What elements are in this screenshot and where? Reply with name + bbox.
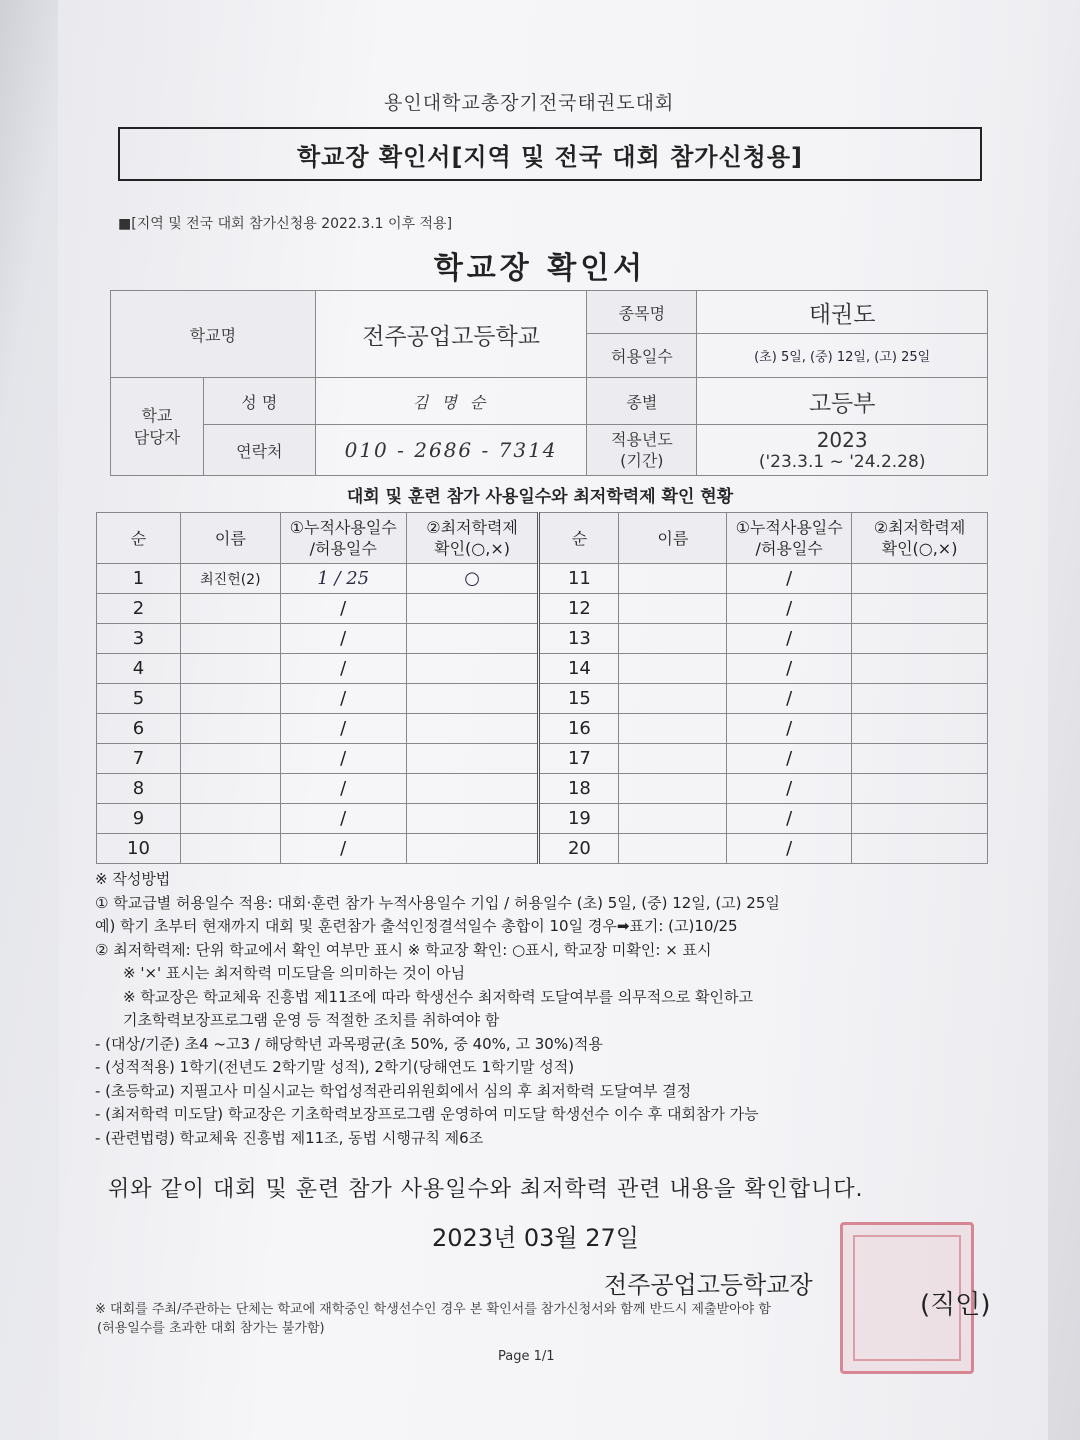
- student-name: [180, 804, 280, 834]
- main-title: 학교장 확인서: [433, 251, 647, 286]
- student-name: [180, 834, 280, 864]
- page-number: Page 1/1: [498, 1349, 555, 1364]
- footnote-line: ※ 대회를 주최/주관하는 단체는 학교에 재학중인 학생선수인 경우 본 확인서를 참가신청서와 함께 반드시 제출받아야 함: [95, 1302, 771, 1317]
- header-check-2: ②최저학력제 확인(○,×): [852, 513, 988, 564]
- header-check: ②최저학력제 확인(○,×): [406, 513, 539, 564]
- used-days: /: [280, 834, 406, 864]
- used-days: /: [280, 774, 406, 804]
- instruction-line: ※ '×' 표시는 최저학력 미도달을 의미하는 것이 아님: [123, 964, 466, 982]
- division-label: 종별: [587, 378, 697, 425]
- row-number: 13: [539, 624, 619, 654]
- seal-label: (직인): [920, 1290, 991, 1320]
- used-days: /: [280, 624, 406, 654]
- min-academic-check: [852, 714, 988, 744]
- document-title-box: 학교장 확인서[지역 및 전국 대회 참가신청용]: [118, 127, 982, 181]
- footnote: [95, 1300, 771, 1338]
- used-days: /: [727, 594, 852, 624]
- min-academic-check: [406, 654, 539, 684]
- min-academic-check: [406, 684, 539, 714]
- min-academic-check: [406, 834, 539, 864]
- roster-header-row: [97, 513, 988, 564]
- used-days: /: [727, 834, 852, 864]
- row-number: 5: [97, 684, 181, 714]
- used-days: /: [727, 774, 852, 804]
- instruction-line: ※ 작성방법: [95, 870, 171, 888]
- min-academic-check: [852, 654, 988, 684]
- student-name: [180, 594, 280, 624]
- student-name: [180, 714, 280, 744]
- school-label: 학교명: [111, 291, 316, 378]
- min-academic-check: [406, 594, 539, 624]
- student-name: [619, 714, 727, 744]
- instruction-line: ※ 학교장은 학교체육 진흥법 제11조에 따라 학생선수 최저학력 도달여부를 의무적으로 확인하고: [123, 987, 753, 1006]
- table-row: [97, 564, 988, 594]
- student-name: [619, 744, 727, 774]
- min-academic-check: [852, 744, 988, 774]
- principal-name: 전주공업고등학교장: [604, 1271, 813, 1299]
- header-no: 순: [97, 513, 181, 564]
- min-academic-check: [406, 624, 539, 654]
- table-row: [97, 594, 988, 624]
- year-value: 2023: [816, 428, 868, 452]
- header-name: 이름: [180, 513, 280, 564]
- footnote-line: (허용일수를 초과한 대회 참가는 불가함): [97, 1321, 325, 1336]
- used-days: /: [727, 714, 852, 744]
- used-days: 1 / 25: [280, 564, 406, 594]
- instruction-line: - (최저학력 미도달) 학교장은 기초학력보장프로그램 운영하여 미도달 학생선수 이수 후 대회참가 가능: [95, 1105, 759, 1123]
- student-name: [180, 624, 280, 654]
- used-days: /: [727, 744, 852, 774]
- row-number: 19: [539, 804, 619, 834]
- row-number: 17: [539, 744, 619, 774]
- student-name: [619, 804, 727, 834]
- info-table: [110, 290, 988, 476]
- student-name: [619, 834, 727, 864]
- student-name: 최진헌(2): [180, 564, 280, 594]
- table-row: [97, 684, 988, 714]
- used-days: /: [727, 804, 852, 834]
- student-name: [619, 624, 727, 654]
- division-value: 고등부: [697, 378, 988, 425]
- used-days: /: [727, 564, 852, 594]
- student-name: [180, 744, 280, 774]
- row-number: 4: [97, 654, 181, 684]
- event-label: 종목명: [587, 291, 697, 334]
- instruction-line: - (관련법령) 학교체육 진흥법 제11조, 동법 시행규칙 제6조: [95, 1128, 484, 1147]
- used-days: /: [280, 684, 406, 714]
- roster-section-title: 대회 및 훈련 참가 사용일수와 최저학력제 확인 현황: [346, 487, 734, 507]
- manager-label: 학교 담당자: [111, 378, 204, 476]
- confirmation-statement: 위와 같이 대회 및 훈련 참가 사용일수와 최저학력 관련 내용을 확인합니다.: [108, 1177, 864, 1202]
- school-value: 전주공업고등학교: [315, 291, 587, 378]
- row-number: 7: [97, 744, 181, 774]
- table-row: [97, 744, 988, 774]
- min-academic-check: [852, 834, 988, 864]
- student-name: [180, 654, 280, 684]
- row-number: 9: [97, 804, 181, 834]
- student-name: [619, 594, 727, 624]
- instructions: [95, 868, 1015, 1150]
- used-days: /: [727, 684, 852, 714]
- used-days: /: [727, 654, 852, 684]
- row-number: 1: [97, 564, 181, 594]
- instruction-line: 기초학력보장프로그램 운영 등 적절한 조치를 취하여야 함: [123, 1011, 500, 1029]
- row-number: 12: [539, 594, 619, 624]
- roster-table: [96, 512, 988, 864]
- row-number: 15: [539, 684, 619, 714]
- used-days: /: [280, 654, 406, 684]
- min-academic-check: [852, 804, 988, 834]
- used-days: /: [280, 714, 406, 744]
- student-name: [619, 564, 727, 594]
- period-value: ('23.3.1 ~ '24.2.28): [758, 452, 926, 472]
- manager-contact-label: 연락처: [203, 425, 315, 476]
- row-number: 10: [97, 834, 181, 864]
- table-row: [97, 654, 988, 684]
- row-number: 11: [539, 564, 619, 594]
- min-academic-check: ○: [406, 564, 539, 594]
- used-days: /: [280, 804, 406, 834]
- table-row: [97, 774, 988, 804]
- row-number: 8: [97, 774, 181, 804]
- organizer-header: 용인대학교총장기전국태권도대회: [384, 92, 675, 114]
- header-days-2: ①누적사용일수 /허용일수: [727, 513, 852, 564]
- used-days: /: [280, 744, 406, 774]
- row-number: 6: [97, 714, 181, 744]
- min-academic-check: [852, 684, 988, 714]
- issue-date: 2023년 03월 27일: [432, 1224, 639, 1252]
- row-number: 18: [539, 774, 619, 804]
- manager-contact-value: 010 - 2686 - 7314: [315, 425, 587, 476]
- used-days: /: [727, 624, 852, 654]
- table-row: [97, 624, 988, 654]
- min-academic-check: [406, 714, 539, 744]
- header-name-2: 이름: [619, 513, 727, 564]
- manager-name-value: 김 명 순: [315, 378, 587, 425]
- row-number: 20: [539, 834, 619, 864]
- student-name: [619, 684, 727, 714]
- header-days: ①누적사용일수 /허용일수: [280, 513, 406, 564]
- table-row: [97, 804, 988, 834]
- used-days: /: [280, 594, 406, 624]
- instruction-line: - (성적적용) 1학기(전년도 2학기말 성적), 2학기(당해연도 1학기말 성적): [95, 1058, 575, 1076]
- min-academic-check: [852, 774, 988, 804]
- instruction-line: - (대상/기준) 초4 ~고3 / 해당학년 과목평균(초 50%, 중 40%, 고 30%)적용: [95, 1034, 603, 1053]
- min-academic-check: [406, 804, 539, 834]
- header-no-2: 순: [539, 513, 619, 564]
- allowed-days-label: 허용일수: [587, 334, 697, 378]
- min-academic-check: [852, 624, 988, 654]
- table-row: [97, 714, 988, 744]
- row-number: 16: [539, 714, 619, 744]
- student-name: [180, 684, 280, 714]
- min-academic-check: [406, 774, 539, 804]
- instruction-line: ① 학교급별 허용일수 적용: 대회·훈련 참가 누적사용일수 기입 / 허용일수 (초) 5일, (중) 12일, (고) 25일: [95, 893, 780, 912]
- student-name: [180, 774, 280, 804]
- allowed-days-value: (초) 5일, (중) 12일, (고) 25일: [697, 334, 988, 378]
- year-label: 적용년도 (기간): [587, 425, 697, 476]
- student-name: [619, 654, 727, 684]
- instruction-line: ② 최저학력제: 단위 학교에서 확인 여부만 표시 ※ 학교장 확인: ○표시, 학교장 미확인: × 표시: [95, 940, 712, 959]
- application-notice: ■[지역 및 전국 대회 참가신청용 2022.3.1 이후 적용]: [118, 216, 453, 232]
- manager-name-label: 성 명: [203, 378, 315, 425]
- instruction-line: - (초등학교) 지필고사 미실시교는 학업성적관리위원회에서 심의 후 최저학력 도달여부 결정: [95, 1081, 692, 1100]
- row-number: 14: [539, 654, 619, 684]
- instruction-line: 예) 학기 초부터 현재까지 대회 및 훈련참가 출석인정결석일수 총합이 10일 경우➡표기: (고)10/25: [95, 917, 738, 935]
- min-academic-check: [852, 564, 988, 594]
- min-academic-check: [852, 594, 988, 624]
- student-name: [619, 774, 727, 804]
- event-value: 태권도: [697, 291, 988, 334]
- row-number: 3: [97, 624, 181, 654]
- year-cell: [697, 425, 988, 476]
- table-row: [97, 834, 988, 864]
- row-number: 2: [97, 594, 181, 624]
- min-academic-check: [406, 744, 539, 774]
